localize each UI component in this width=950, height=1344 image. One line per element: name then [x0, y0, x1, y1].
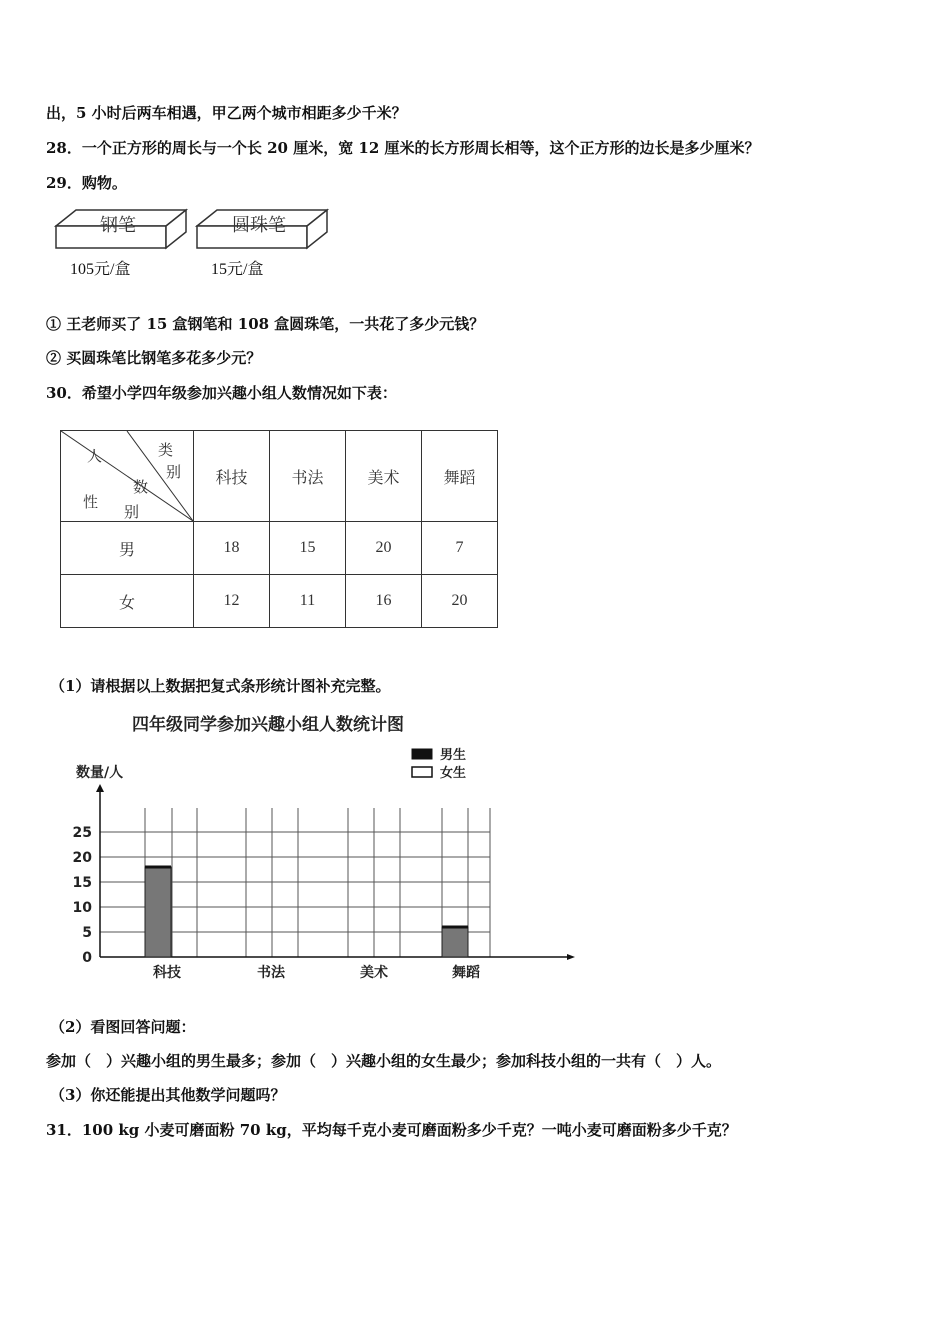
interest-group-table: [60, 430, 498, 628]
question-30-part-2: （2）看图回答问题：: [50, 1018, 196, 1036]
x-category-label: 美术: [360, 965, 388, 981]
header-bie1: 别: [166, 465, 182, 481]
col-header-shufa: 书法: [270, 431, 346, 522]
table-cell: 16: [346, 575, 422, 628]
header-bie2: 别: [124, 505, 140, 521]
question-28: 28．一个正方形的周长与一个长 20 厘米，宽 12 厘米的长方形周长相等，这个正方形的边长是多少厘米？: [46, 139, 760, 157]
x-axis-arrow: [567, 954, 575, 960]
table-cell: 12: [194, 575, 270, 628]
header-shu: 数: [133, 480, 149, 496]
table-cell: 20: [346, 522, 422, 575]
col-header-meishu: 美术: [346, 431, 422, 522]
chart-legend: [412, 747, 466, 781]
pen-box-illustration: [52, 208, 192, 260]
x-category-label: 科技: [153, 965, 181, 981]
col-header-keji: 科技: [194, 431, 270, 522]
y-axis-arrow: [96, 784, 104, 792]
y-tick-label: 5: [82, 925, 92, 941]
table-cell: 7: [422, 522, 498, 575]
y-tick-label: 15: [72, 875, 92, 891]
col-header-wudao: 舞蹈: [422, 431, 498, 522]
bar-male: [442, 927, 468, 957]
table-diagonal-header: [61, 431, 194, 522]
question-29-part-2: ② 买圆珠笔比钢笔多花多少元？: [46, 349, 262, 367]
x-category-label: 书法: [257, 965, 285, 981]
row-label: 男: [61, 522, 194, 575]
chart-ylabel: 数量/人: [76, 765, 124, 781]
header-lei: 类: [158, 443, 174, 459]
question-29: 29．购物。: [46, 174, 127, 192]
table-row-female: [61, 575, 498, 628]
ballpen-price: 15元/盒: [211, 261, 264, 278]
pen-box-label: 钢笔: [100, 215, 136, 236]
pen-price: 105元/盒: [70, 261, 131, 278]
row-label: 女: [61, 575, 194, 628]
question-30-part-3: （3）你还能提出其他数学问题吗？: [50, 1086, 286, 1104]
ballpen-box-label: 圆珠笔: [232, 215, 286, 236]
y-tick-label: 20: [72, 850, 92, 866]
table-cell: 15: [270, 522, 346, 575]
bar-chart: [0, 705, 600, 985]
table-cell: 18: [194, 522, 270, 575]
ballpen-box-illustration: [193, 208, 333, 260]
question-30-part-1: （1）请根据以上数据把复式条形统计图补充完整。: [50, 677, 391, 695]
legend-label-female: 女生: [440, 766, 467, 781]
question-30-part-2-blanks: 参加（ ）兴趣小组的男生最多；参加（ ）兴趣小组的女生最少；参加科技小组的一共有（ ）人。: [46, 1052, 722, 1070]
question-29-part-1: ① 王老师买了 15 盒钢笔和 108 盒圆珠笔，一共花了多少元钱？: [46, 315, 485, 333]
table-cell: 20: [422, 575, 498, 628]
bar-male: [145, 867, 171, 957]
question-30: 30．希望小学四年级参加兴趣小组人数情况如下表：: [46, 384, 397, 402]
question-27-continuation: 出，5 小时后两车相遇，甲乙两个城市相距多少千米？: [46, 104, 407, 122]
y-tick-label: 25: [72, 825, 92, 841]
y-tick-label: 10: [72, 900, 92, 916]
header-ren: 人: [87, 449, 103, 465]
table-cell: 11: [270, 575, 346, 628]
legend-swatch-female: [412, 767, 432, 777]
legend-label-male: 男生: [440, 748, 467, 763]
question-31: 31．100 kg 小麦可磨面粉 70 kg，平均每千克小麦可磨面粉多少千克？一吨小麦可磨面粉多少千克？: [46, 1121, 737, 1139]
legend-swatch-male: [412, 749, 432, 759]
x-category-label: 舞蹈: [452, 965, 480, 981]
header-xing: 性: [83, 495, 99, 511]
table-row-male: [61, 522, 498, 575]
chart-title: 四年级同学参加兴趣小组人数统计图: [132, 715, 404, 735]
y-tick-label: 0: [82, 950, 92, 966]
